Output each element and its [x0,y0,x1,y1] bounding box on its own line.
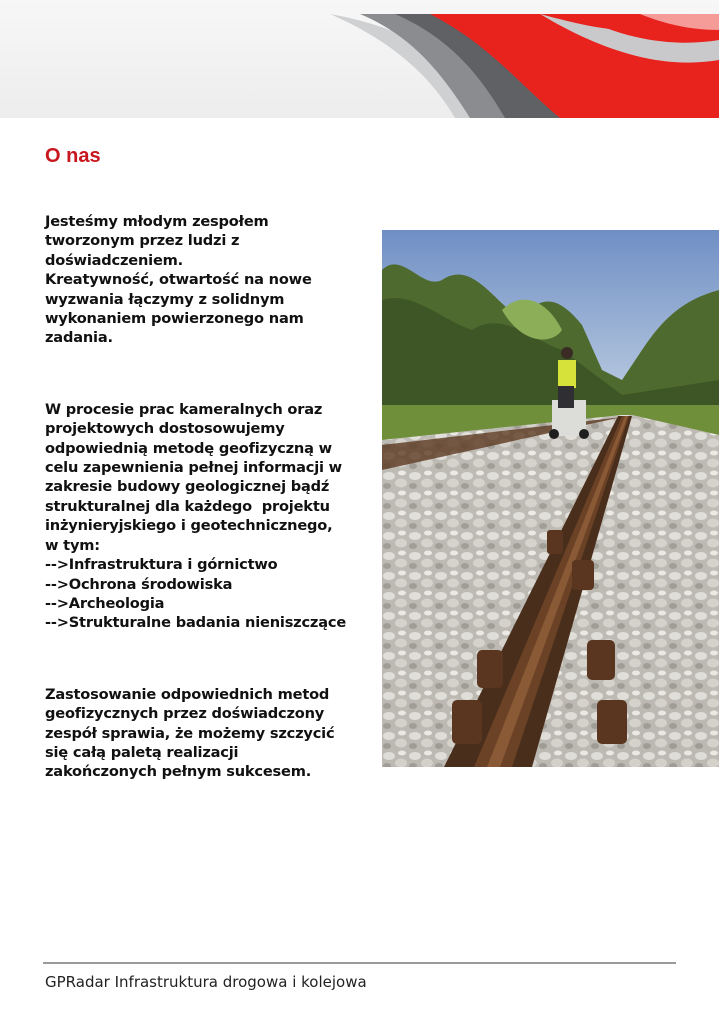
text-line: wyzwania łączymy z solidnym [45,290,285,308]
text-line: inżynieryjskiego i geotechnicznego, [45,517,333,535]
closing-paragraph [45,685,365,782]
text-line: zakresie budowy geologicznej bądź [45,478,330,496]
list-item: -->Infrastruktura i górnictwo [45,556,278,574]
list-item: -->Archeologia [45,594,165,612]
text-line: geofizycznych przez doświadczony [45,705,325,723]
text-line: Jesteśmy młodym zespołem [45,213,269,230]
application-areas-list [45,555,365,633]
text-line: Kreatywność, otwartość na nowe [45,271,312,289]
text-line: doświadczeniem. [45,251,184,269]
text-line: zespół sprawia, że możemy szczycić [45,724,335,742]
text-line: Zastosowanie odpowiednich metod [45,685,330,703]
intro-paragraph [45,212,365,348]
text-line: zadania. [45,329,113,347]
list-item: -->Ochrona środowiska [45,575,233,593]
list-item: -->Strukturalne badania nieniszczące [45,614,347,632]
text-line: tworzonym przez ludzi z [45,232,240,250]
footer-text: GPRadar Infrastruktura drogowa i kolejowa [45,973,367,991]
text-line: strukturalnej dla każdego projektu [45,497,330,515]
process-paragraph [45,400,365,555]
text-line: się całą paletą realizacji [45,743,239,761]
header-swoosh-graphic [0,0,719,118]
text-line: odpowiednią metodę geofizyczną w [45,439,332,457]
text-line: celu zapewnienia pełnej informacji w [45,459,342,477]
text-line: wykonaniem powierzonego nam [45,310,304,328]
body-text-column [45,212,365,782]
page-title: O nas [45,145,101,167]
header-decoration [0,0,719,118]
text-line: projektowych dostosowujemy [45,420,285,438]
photo-illustration [382,230,719,767]
text-line: zakończonych pełnym sukcesem. [45,763,312,781]
railway-track-gpr-survey-photo [382,230,719,767]
footer-divider [43,962,676,964]
text-line: w tym: [45,536,100,554]
text-line: W procesie prac kameralnych oraz [45,400,323,418]
